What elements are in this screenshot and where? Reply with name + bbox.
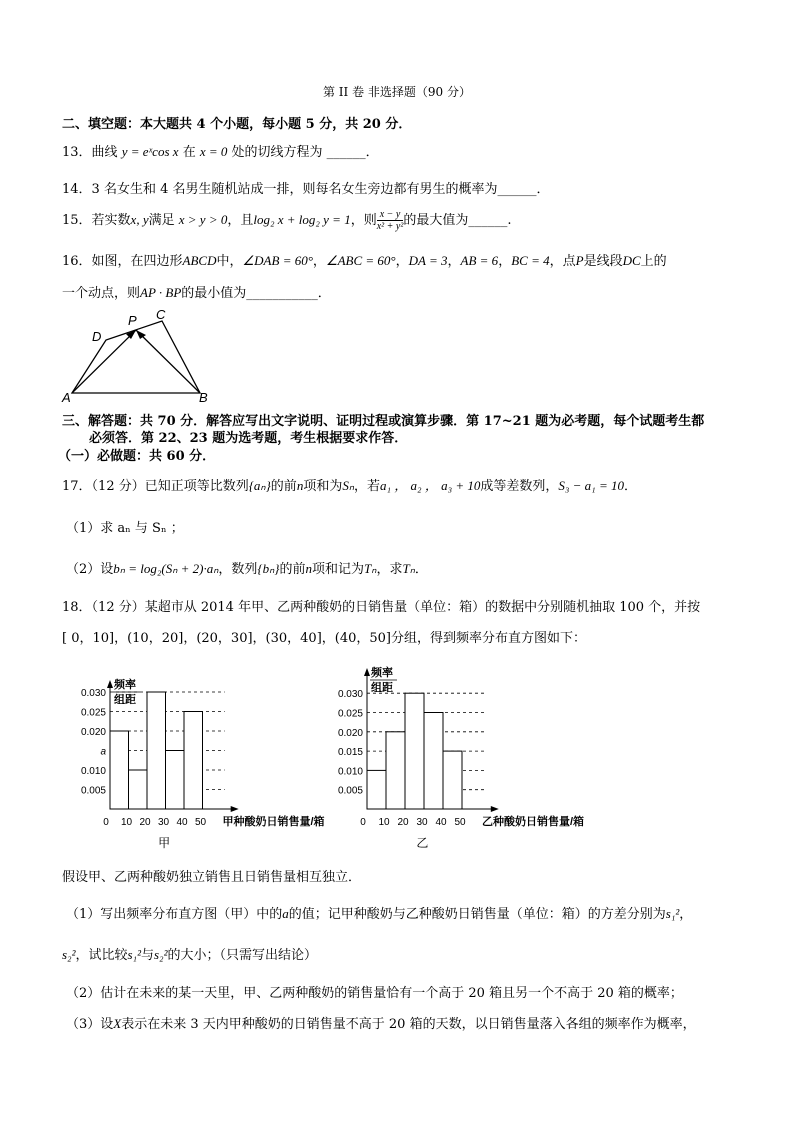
y-label-top: 频率 xyxy=(114,679,136,691)
q17p2-last: ． xyxy=(414,562,428,577)
histogram-bar xyxy=(424,713,443,810)
x-tick-label: 0 xyxy=(360,817,366,828)
question-15 xyxy=(62,209,512,232)
q15-vars: x, y xyxy=(130,212,149,227)
q17p2-n: n xyxy=(305,561,313,576)
question-16-line1: 16．如图，在四边形ABCD中，∠DAB = 60°，∠ABC = 60°，DA = 3，AB = 6，BC = 4，点P是线段DC上的 xyxy=(62,253,667,269)
q16-angle1: ∠DAB = 60° xyxy=(242,253,313,268)
q18p1b-end: 的大小；（只需写出结论） xyxy=(167,948,317,963)
histogram-bar xyxy=(184,712,203,810)
question-18-assumption: 假设甲、乙两种酸奶独立销售且日销售量相互独立． xyxy=(62,870,362,885)
q17-mid3: ，若 xyxy=(354,479,381,494)
y-tick-label: 0.030 xyxy=(80,688,106,699)
q16-vector: AP · BP xyxy=(140,285,182,300)
q16-angle2: ∠ABC = 60° xyxy=(325,253,396,268)
q15-denominator: x² + y² xyxy=(376,221,404,232)
q17p2-bseq: {bₙ} xyxy=(257,561,280,576)
y-tick-label: a xyxy=(100,746,106,758)
x-tick-label: 50 xyxy=(454,817,466,828)
y-tick-label: 0.020 xyxy=(337,727,363,739)
histogram-jia xyxy=(70,672,350,852)
segment-ap xyxy=(72,330,136,393)
section2-heading: 二、填空题：本大题共 4 个小题，每小题 5 分，共 20 分． xyxy=(62,117,412,132)
question-14: 14．3 名女生和 4 名男生随机站成一排，则每名女生旁边都有男生的概率为______． xyxy=(62,182,550,197)
histogram-bar xyxy=(443,751,462,809)
q16-last: 上的 xyxy=(640,254,667,269)
q18p1b-mid: ，试比较 xyxy=(75,948,128,963)
label-a: A xyxy=(62,390,71,405)
question-18-part2: （2）估计在未来的某一天里，甲、乙两种酸奶的销售量恰有一个高于 20 箱且另一个不高于 20 箱的概率； xyxy=(66,986,683,1001)
y-axis-arrow xyxy=(107,680,113,688)
question-17-part2 xyxy=(66,558,428,577)
quadrilateral-figure xyxy=(58,305,218,405)
question-18-part1-line2 xyxy=(62,944,317,963)
y-tick-label: 0.005 xyxy=(337,785,363,797)
q18p1-end: ， xyxy=(679,907,693,922)
q18p1-s1: s₁² xyxy=(665,906,680,921)
label-c: C xyxy=(156,307,166,322)
label-d: D xyxy=(92,329,102,344)
q18p3-pre: （3）设 xyxy=(66,1017,114,1032)
q16-pre: 16．如图，在四边形 xyxy=(62,254,183,269)
q18p1b-s1: s₁² xyxy=(127,947,141,962)
q18p1-post: 的值；记甲种酸奶与乙种酸奶日销售量（单位：箱）的方差分别为 xyxy=(288,907,666,922)
x-axis-arrow xyxy=(231,806,239,812)
q16-line2-post: 的最小值为___________． xyxy=(181,286,331,301)
q15-eq: log₂ x + log₂ y = 1 xyxy=(253,212,351,227)
q17-sn: Sₙ xyxy=(342,478,355,493)
q15-post: 的最大值为______. xyxy=(403,213,512,228)
q18p1-pre: （1）写出频率分布直方图（甲）中的 xyxy=(66,907,283,922)
q16-bc: BC = 4 xyxy=(511,253,550,268)
y-tick-label: 0.015 xyxy=(337,747,363,759)
label-b: B xyxy=(199,390,208,405)
q13-expr: y = eˣcos x xyxy=(121,144,179,159)
x-tick-label: 30 xyxy=(157,817,170,828)
y-tick-label: 0.010 xyxy=(337,766,363,778)
q15-pre: 15．若实数 xyxy=(62,213,131,228)
q17-an: {aₙ} xyxy=(248,478,271,493)
y-label-bottom: 组距 xyxy=(114,694,136,706)
question-18-part3 xyxy=(66,1013,696,1032)
q17p2-end: ，求 xyxy=(376,562,403,577)
y-tick-label: 0.020 xyxy=(80,727,106,738)
y-tick-label: 0.005 xyxy=(80,785,106,797)
x-tick-label: 20 xyxy=(139,817,151,828)
q18p1b-s2: s₂² xyxy=(62,947,76,962)
q17-mid: 的前 xyxy=(270,479,297,494)
q15-fraction xyxy=(377,209,404,232)
q17-mid4: 成等差数列， xyxy=(480,479,559,494)
section3-heading-line1: 三、解答题：共 70 分．解答应写出文字说明、证明过程或演算步骤．第 17~21 题为必考题，每个试题考生都 xyxy=(62,414,705,429)
q16-segment: DC xyxy=(622,253,641,268)
question-18-line1: 18．（12 分）某超市从 2014 年甲、乙两种酸奶的日销售量（单位：箱）的数据中分别随机抽取 100 个，并按 xyxy=(62,600,701,615)
histogram-bar xyxy=(129,770,148,809)
x-tick-label: 40 xyxy=(176,817,188,828)
q16-quad: ABCD xyxy=(182,253,217,268)
q17-terms: a₁ ， a₂ ， a₃ + 10 xyxy=(380,478,481,493)
x-axis-label: 甲种酸奶日销售量/箱 xyxy=(222,816,325,828)
segment-bp xyxy=(136,330,200,393)
q16-point-p: P xyxy=(575,253,584,268)
histogram-bar xyxy=(367,770,386,809)
q17p2-mid3: 项和记为 xyxy=(312,562,365,577)
q13-post: 处的切线方程为 ______． xyxy=(231,145,379,160)
histogram-bar xyxy=(386,732,405,809)
q16-line2-pre: 一个动点，则 xyxy=(62,286,141,301)
page-title: 第 II 卷 非选择题（90 分） xyxy=(322,85,471,99)
x-tick-label: 30 xyxy=(416,817,428,828)
q17-cond: S₃ − a₁ = 10 xyxy=(558,478,624,493)
q16-da: DA = 3 xyxy=(408,253,448,268)
chart-caption: 乙 xyxy=(416,836,429,850)
histogram-bar xyxy=(110,731,129,809)
q17p2-bn: bₙ = log₂(Sₙ + 2)·aₙ xyxy=(113,561,219,576)
question-17-part1: （1）求 aₙ 与 Sₙ ； xyxy=(66,521,184,536)
y-label-top: 频率 xyxy=(371,667,393,679)
question-13 xyxy=(62,141,379,160)
y-tick-label: 0.025 xyxy=(337,708,363,720)
section3-subheading: （一）必做题：共 60 分． xyxy=(58,449,216,464)
x-tick-label: 20 xyxy=(397,817,409,828)
q18p1-a: a xyxy=(282,906,289,921)
x-tick-label: 40 xyxy=(435,817,447,828)
question-16-line2 xyxy=(62,282,331,301)
x-tick-label: 10 xyxy=(120,817,133,828)
x-tick-label: 0 xyxy=(103,817,109,828)
q17p2-tn2: Tₙ xyxy=(402,561,415,576)
x-axis-label: 乙种酸奶日销售量/箱 xyxy=(482,816,585,828)
y-axis-arrow xyxy=(364,668,370,676)
q16-ab: AB = 6 xyxy=(460,253,499,268)
y-tick-label: 0.030 xyxy=(337,689,363,701)
q18p3-x: X xyxy=(113,1016,122,1031)
q16-end: 是线段 xyxy=(583,254,623,269)
label-p: P xyxy=(128,313,137,328)
q18p3-post: 表示在未来 3 天内甲种酸奶的日销售量不高于 20 箱的天数，以日销售量落入各组的频率作为概率， xyxy=(121,1017,696,1032)
section3-heading-line2: 必须答．第 22、23 题为选考题，考生根据要求作答． xyxy=(89,431,408,446)
q17-n: n xyxy=(296,478,304,493)
question-17-stem xyxy=(62,475,637,494)
x-tick-label: 10 xyxy=(378,817,390,828)
q13-point: x = 0 xyxy=(199,144,228,159)
q13-pre: 曲线 xyxy=(91,145,118,160)
q18p1b-s2b: s₂² xyxy=(154,947,168,962)
chart-caption: 甲 xyxy=(158,836,171,850)
y-tick-label: 0.010 xyxy=(80,766,106,777)
q15-mid2: ，且 xyxy=(227,213,254,228)
histogram-bar xyxy=(147,692,166,809)
q17p2-mid2: 的前 xyxy=(279,562,306,577)
histogram-bar xyxy=(405,693,424,809)
histogram-bar xyxy=(166,751,185,810)
q17-mid2: 项和为 xyxy=(303,479,343,494)
q15-numerator: x − y xyxy=(377,209,404,221)
question-18-part1-line1 xyxy=(66,903,692,922)
x-tick-label: 50 xyxy=(194,817,207,828)
q13-num: 13． xyxy=(62,145,92,160)
q18p1b-mid2: 与 xyxy=(140,948,154,963)
q17-pre: 17．（12 分）已知正项等比数列 xyxy=(62,479,249,494)
q16-post: ，点 xyxy=(549,254,576,269)
q13-mid: 在 xyxy=(182,145,196,160)
q17p2-pre: （2）设 xyxy=(66,562,114,577)
q15-mid3: ，则 xyxy=(350,213,377,228)
x-axis-arrow xyxy=(491,806,499,812)
q17p2-mid: ，数列 xyxy=(218,562,258,577)
q17p2-tn: Tₙ xyxy=(364,561,377,576)
question-18-line2: [ 0，10]，(10，20]，(20，30]，(30，40]，(40，50]分组，得到频率分布直方图如下： xyxy=(62,631,586,646)
q17-end: ． xyxy=(623,479,637,494)
y-label-bottom: 组距 xyxy=(371,682,393,694)
q16-mid: 中， xyxy=(216,254,243,269)
q15-cond: x > y > 0 xyxy=(178,212,228,227)
q15-mid1: 满足 xyxy=(148,213,175,228)
histogram-yi xyxy=(330,658,630,853)
y-tick-label: 0.025 xyxy=(80,707,106,719)
